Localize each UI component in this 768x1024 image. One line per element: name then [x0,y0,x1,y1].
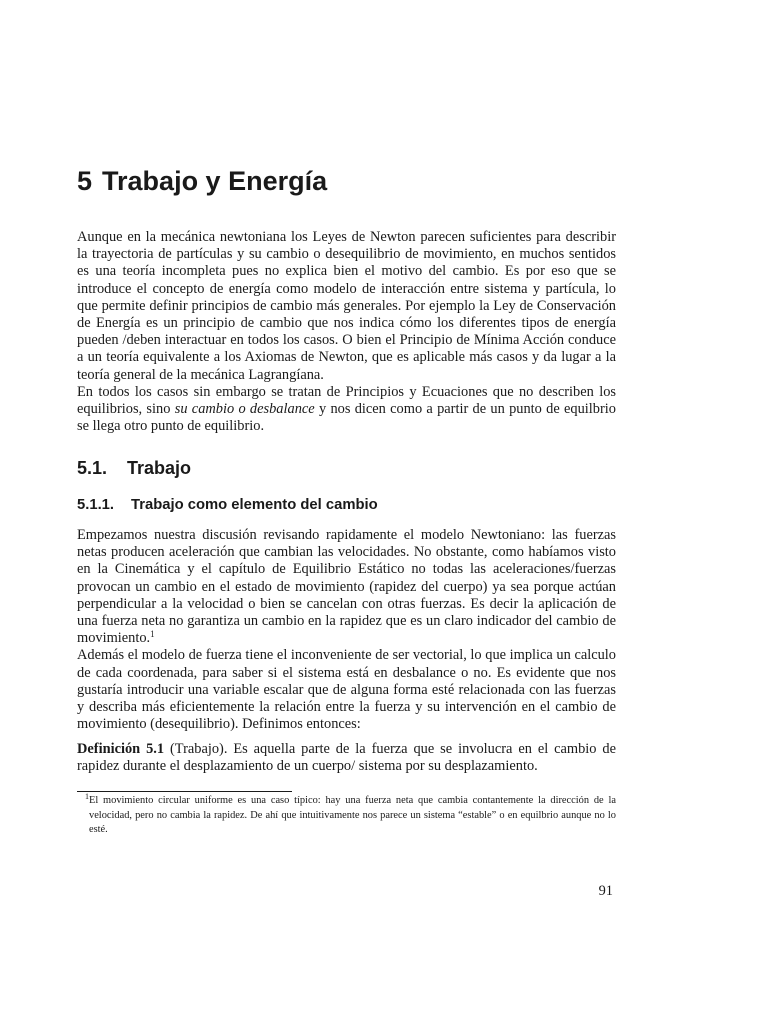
subsection-number: 5.1.1. [77,497,115,513]
footnote-text: El movimiento circular uniforme es una caso típico: hay una fuerza neta que cambia contantemente la dirección de la velocidad, pero no cambia la rapidez. De ahí que intuitivamente nos parece un sistema “estable” o en equilbrio aunque no lo esté. [89,795,616,835]
chapter-title [77,163,327,199]
intro-p2-text: En todos los casos sin embargo se tratan de Principios y Ecuaciones que no describen los equilibrios, sino [77,383,616,418]
definition-text: Es aquella parte de la fuerza que se involucra en el cambio de rapidez durante el desplazamiento de un cuerpo/ sistema por su desplazamiento. [77,741,616,775]
definition-paragraph [77,741,616,775]
discussion-paragraph-2: Además el modelo de fuerza tiene el inconveniente de ser vectorial, lo que implica un calculo de cada coordenada, para saber si el sistema está en desbalance o no. Es evidente que nos gustaría introducir una variable escalar que de alguna forma esté relacionada con las fuerzas y describa más eficientemente la relación entre la fuerza y su intervención en el cambio de movimiento (desequilibrio). Definimos entonces: [77,647,616,733]
section-number: 5.1. [77,458,108,478]
chapter-number: 5 [77,166,93,196]
intro-paragraph-2 [77,384,616,436]
footnote-mark: 1 [85,792,89,801]
footnote [77,794,616,838]
definition-name: (Trabajo). [164,741,234,757]
definition-label: Definición 5.1 [77,741,165,757]
section-title: Trabajo [127,458,192,478]
footnote-divider [77,791,292,792]
footnote-reference[interactable]: 1 [150,629,155,640]
discussion-p1-text: Empezamos nuestra discusión revisando rapidamente el modelo Newtoniano: las fuerzas netas producen aceleración que cambian las velocidades. No obstante, como habíamos visto en la Cinemática y el capítulo de Equilibrio Estático no todas las aceleraciones/fuerzas provocan un cambio en el estado de movimiento (rapidez del cuerpo) ya sea porque actúan perpendicular a la velocidad o bien se cancelan con otras fuerzas. Es decir la aplicación de una fuerza neta no garantiza un cambio en la rapidez que es un claro indicador del cambio de movimiento. [77,527,616,647]
definition-block [77,741,616,775]
page-number: 91 [598,883,613,899]
intro-text [77,229,616,435]
intro-p2-text-end: y nos dicen como a partir de un punto de equilbrio se llega otro punto de equilibrio. [77,401,616,435]
subsection-title: Trabajo como elemento del cambio [131,497,378,513]
section-heading [77,455,191,481]
discussion-paragraph-1 [77,527,616,647]
chapter-title-text: Trabajo y Energía [102,166,328,196]
subsection-heading [77,495,378,515]
intro-paragraph-1: Aunque en la mecánica newtoniana los Leyes de Newton parecen suficientes para describir la trayectoria de partículas y su cambio o desequilibrio de movimiento, en muchos sentidos es una teoría incompleta pues no explica bien el motivo del cambio. Es por eso que se introduce el concepto de energía como modelo de interacción entre sistema y partícula, lo que permite definir principios de cambio más generales. Por ejemplo la Ley de Conservación de Energía es un principio de cambio que nos indica cómo los diferentes tipos de energía pueden /deben interactuar en todos los casos. O bien el Principio de Mínima Acción conduce a un teoría equivalente a los Axiomas de Newton, que es aplicable más casos y da lugar a la teoría general de la mecánica Lagrangíana. [77,229,616,383]
intro-emphasis: su cambio o desbalance [174,401,315,418]
discussion-text [77,527,616,733]
